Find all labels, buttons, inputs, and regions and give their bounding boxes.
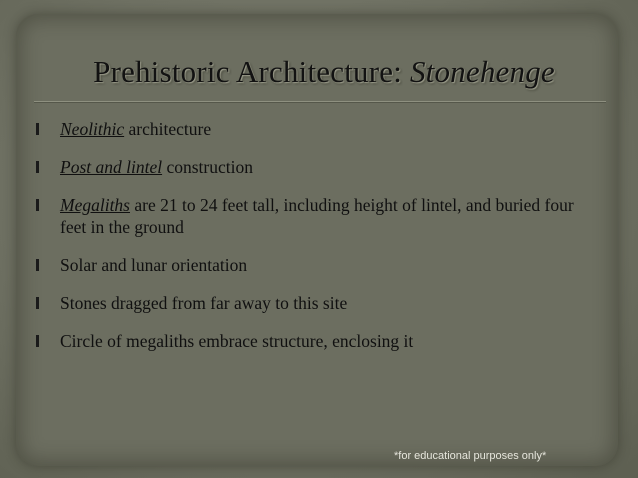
slide-title [34,54,614,90]
bullet-marker-icon [36,259,39,271]
bullet-item-stones-dragged [34,292,594,314]
educational-footnote: *for educational purposes only* [394,450,547,462]
bullet-marker-icon [36,199,39,211]
bullet-marker-icon [36,297,39,309]
bullet-item-circle [34,330,594,352]
bullet-text: construction [162,157,253,177]
bullet-marker-icon [36,335,39,347]
bullet-marker-icon [36,123,39,135]
bullet-list [34,118,594,368]
bullet-text: Stones dragged from far away to this site [60,293,348,313]
bullet-text: architecture [124,119,212,139]
bullet-item-megaliths [34,194,594,238]
title-emphasis: Stonehenge [409,54,555,89]
bullet-text: Circle of megaliths embrace structure, enclosing it [60,331,414,351]
bullet-term[interactable]: Megaliths [60,195,130,215]
title-divider [34,101,606,103]
bullet-text: are 21 to 24 feet tall, including height of lintel, and buried four feet in the ground [60,195,574,237]
bullet-term[interactable]: Post and lintel [60,157,163,177]
bullet-text: Solar and lunar orientation [60,255,248,275]
bullet-marker-icon [36,161,39,173]
title-prefix: Prehistoric Architecture: [93,54,410,89]
bullet-item-orientation [34,254,594,276]
bullet-item-neolithic [34,118,594,140]
bullet-item-post-and-lintel [34,156,594,178]
bullet-term[interactable]: Neolithic [60,119,125,139]
